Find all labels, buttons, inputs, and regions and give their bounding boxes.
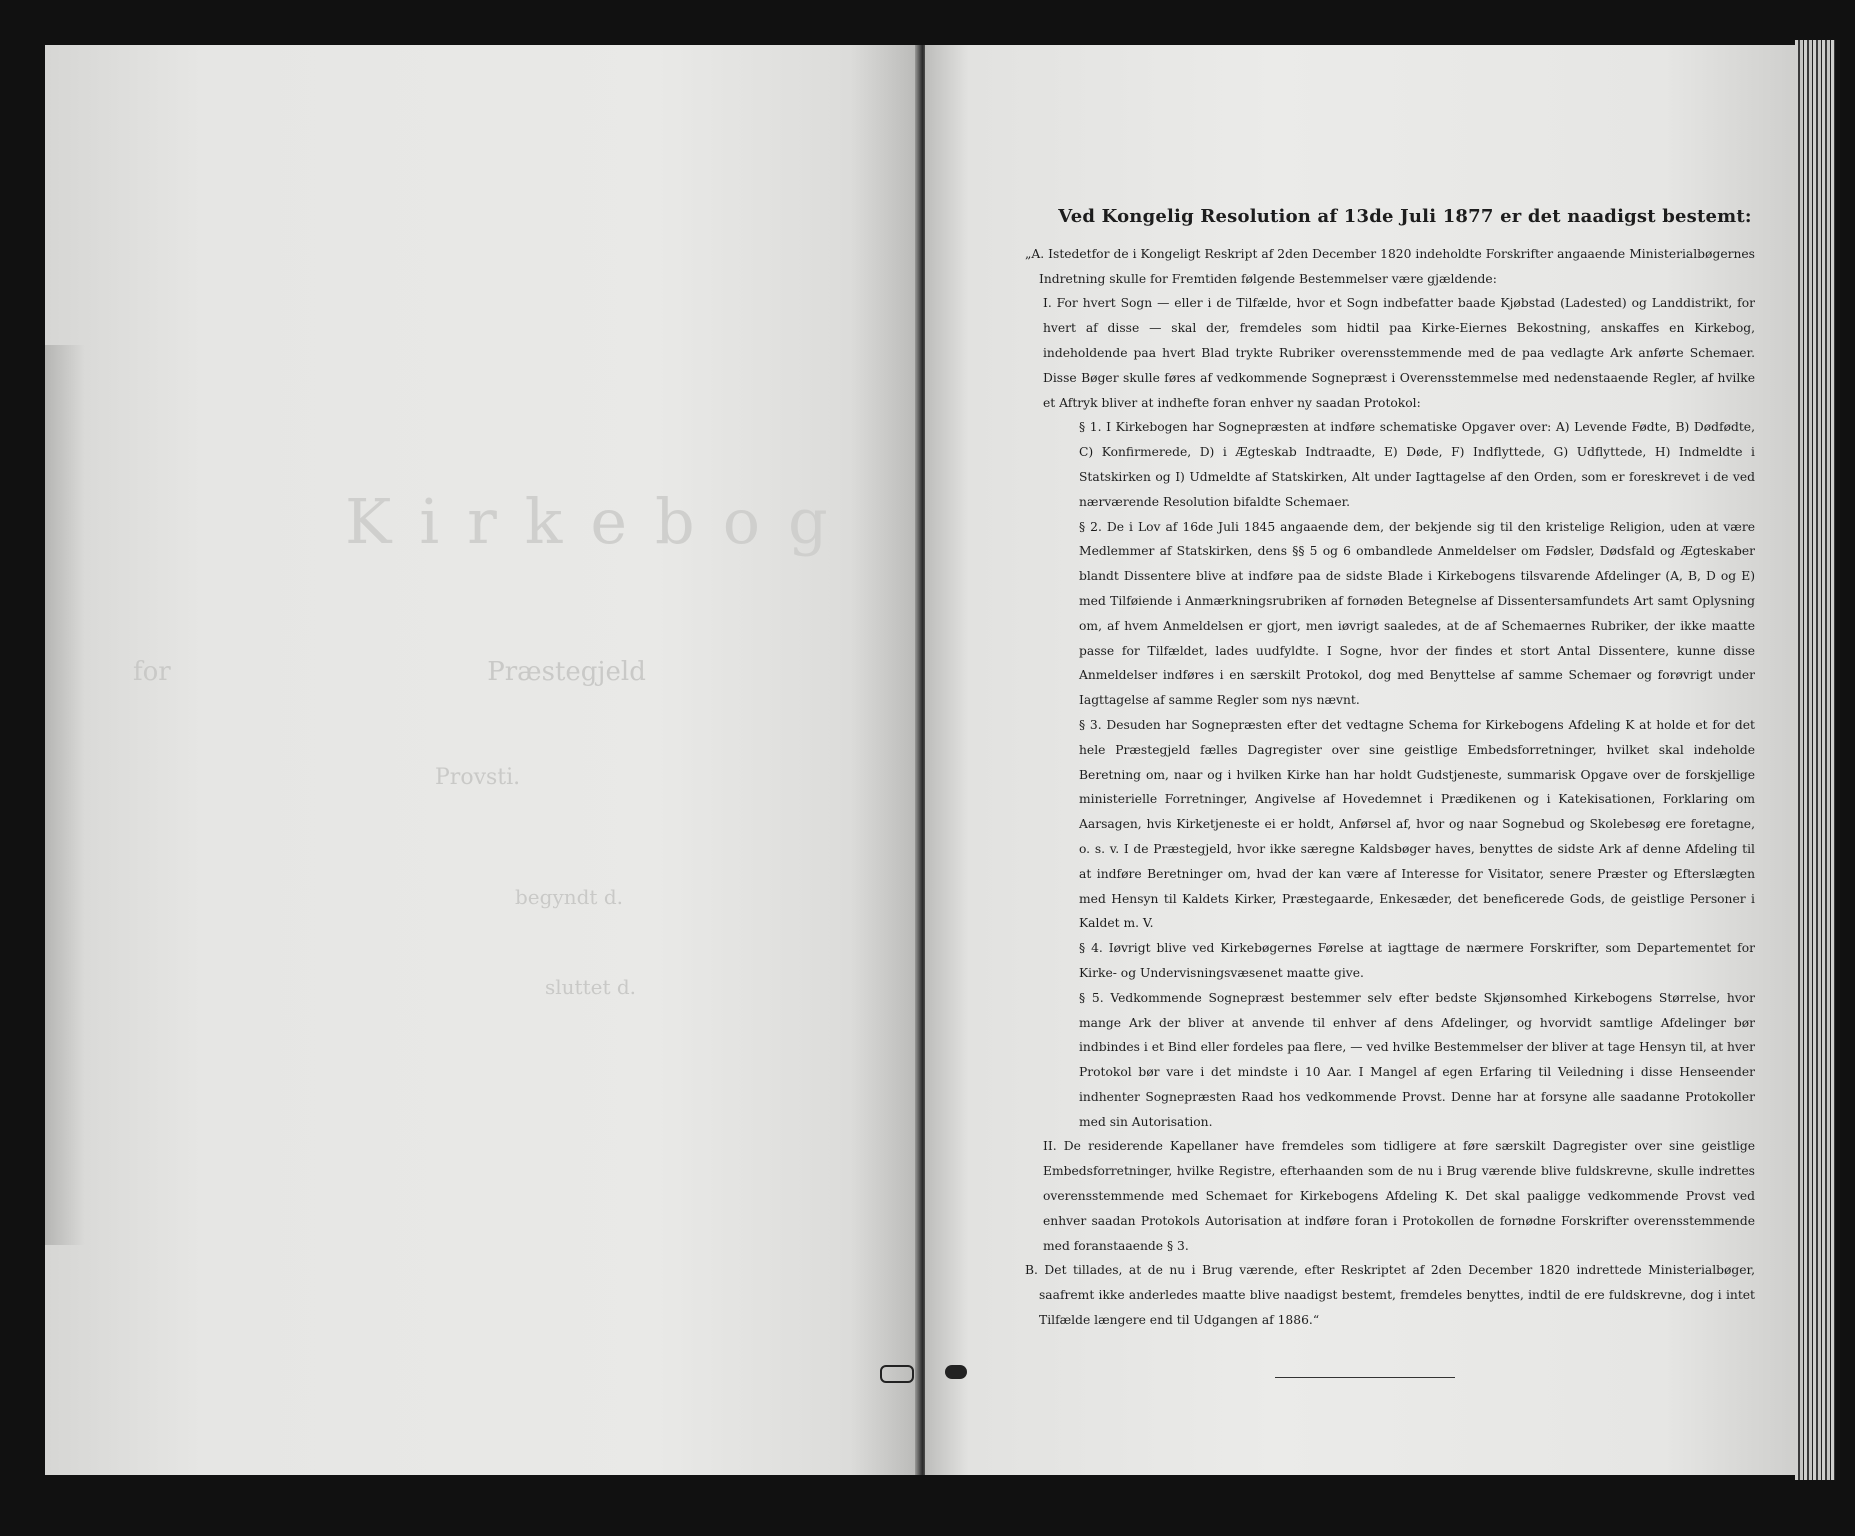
resolution-heading: Ved Kongelig Resolution af 13de Juli 1877 er det naadigst bestemt:	[1058, 206, 1752, 227]
left-page	[45, 45, 920, 1475]
faded-precinct: Præstegjeld	[487, 657, 646, 687]
paragraph-s2: § 2. De i Lov af 16de Juli 1845 angaaende dem, der bekjende sig til den kristelige Religion, uden at være Medlemmer af Statskirken, dens §§ 5 og 6 ombandlede Anmeldelser om Fødsler, Dødsfald og Ægteskaber blandt Dissentere blive at indføre paa de sidste Blade i Kirkebogens tilsvarende Afdelinger (A, B, D og E) med Tilføiende i Anmærkningsrubriken af fornøden Betegnelse af Dissentersamfundets Art samt Oplysning om, af hvem Anmeldelsen er gjort, men iøvrigt saaledes, at de af Schemaernes Rubriker, der ikke maatte passe for Tilfældet, lades uudfyldte. I Sogne, hvor der findes et stort Antal Dissentere, kunne disse Anmeldelser indføres i en særskilt Protokol, dog med Benyttelse af samme Schemaer og forøvrigt under Iagttagelse af samme Regler som nys nævnt.	[1079, 519, 1755, 708]
resolution-text	[1025, 205, 1755, 1333]
faded-for: for	[133, 657, 171, 687]
paragraph-i: I. For hvert Sogn — eller i de Tilfælde, hvor et Sogn indbefatter baade Kjøbstad (Ladested) og Landdistrikt, for hvert af disse — skal der, fremdeles som hidtil paa Kirke-Eiernes Bekostning, anskaffes en Kirkebog, indeholdende paa hvert Blad trykte Rubriker overensstemmende med de paa vedlagte Ark anførte Schemaer. Disse Bøger skulle føres af vedkommende Sognepræst i Overensstemmelse med nedenstaaende Regler, af hvilke et Aftryk bliver at indhefte foran enhver ny saadan Protokol:	[1043, 296, 1755, 410]
faded-title: Kirkebog	[345, 485, 856, 558]
right-page	[925, 45, 1795, 1475]
faded-ended: sluttet d.	[545, 975, 637, 999]
paragraph-s3: § 3. Desuden har Sognepræsten efter det vedtagne Schema for Kirkebogens Afdeling K at holde et for det hele Præstegjeld fælles Dagregister over sine geistlige Embedsforretninger, hvilket skal indeholde Beretning om, naar og i hvilken Kirke han har holdt Gudstjeneste, summarisk Opgave over de forskjellige ministerielle Forretninger, Angivelse af Hovedemnet i Prædikenen og i Katekisationen, Forklaring om Aarsagen, hvis Kirketjeneste ei er holdt, Anførsel af, hvor og naar Sognebud og Skolebesøg ere foretagne, o. s. v. I de Præstegjeld, hvor ikke særegne Kaldsbøger haves, benyttes de sidste Ark af denne Afdeling til at indføre Beretninger om, hvad der kan være af Interesse for Visitator, senere Præster og Efterslægten med Hensyn til Kaldets Kirker, Præstegaarde, Enkesæder, det beneficerede Gods, de geistlige Personer i Kaldet m. V.	[1079, 717, 1755, 931]
binding-mark	[945, 1365, 967, 1379]
paragraph-b: B. Det tillades, at de nu i Brug værende, efter Reskriptet af 2den December 1820 indrettede Ministerialbøger, saafremt ikke anderledes maatte blive naadigst bestemt, fremdeles benyttes, indtil de ere fuldskrevne, dog i intet Tilfælde længere end til Udgangen af 1886.“	[1025, 1263, 1755, 1328]
faded-provst: Provsti.	[435, 765, 521, 790]
faded-begun: begyndt d.	[515, 885, 623, 909]
page-edges	[1795, 40, 1835, 1480]
paragraph-s4: § 4. Iøvrigt blive ved Kirkebøgernes Førelse at iagttage de nærmere Forskrifter, som Departementet for Kirke- og Undervisningsvæsenet maatte give.	[1079, 941, 1755, 980]
page-stain	[45, 345, 85, 1245]
paragraph-s1: § 1. I Kirkebogen har Sognepræsten at indføre schematiske Opgaver over: A) Levende Fødte, B) Dødfødte, C) Konfirmerede, D) i Ægteskab Indtraadte, E) Døde, F) Indflyttede, G) Udflyttede, H) Indmeldte i Statskirken og I) Udmeldte af Statskirken, Alt under Iagttagelse af den Orden, som er foreskrevet i de ved nærværende Resolution bifaldte Schemaer.	[1079, 420, 1755, 509]
binding-mark	[880, 1365, 914, 1383]
paragraph-s5: § 5. Vedkommende Sognepræst bestemmer selv efter bedste Skjønsomhed Kirkebogens Størrelse, hvor mange Ark der bliver at anvende til enhver af dens Afdelinger, og hvorvidt samtlige Afdelinger bør indbindes i et Bind eller fordeles paa flere, — ved hvilke Bestemmelser der bliver at tage Hensyn til, at hver Protokol bør vare i det mindste i 10 Aar. I Mangel af egen Erfaring til Veiledning i disse Henseender indhenter Sognepræsten Raad hos vedkommende Provst. Denne har at forsyne alle saadanne Protokoller med sin Autorisation.	[1079, 990, 1755, 1129]
paragraph-a: „A. Istedetfor de i Kongeligt Reskript af 2den December 1820 indeholdte Forskrifter angaaende Ministerialbøgernes Indretning skulle for Fremtiden følgende Bestemmelser være gjældende:	[1025, 246, 1755, 286]
paragraph-ii: II. De residerende Kapellaner have fremdeles som tidligere at føre særskilt Dagregister over sine geistlige Embedsforretninger, hvilke Registre, efterhaanden som de nu i Brug værende blive fuldskrevne, skulle indrettes overensstemmende med Schemaet for Kirkebogens Afdeling K. Det skal paaligge vedkommende Provst ved enhver saadan Protokols Autorisation at indføre foran i Protokollen de fornødne Forskrifter overensstemmende med foranstaaende § 3.	[1043, 1139, 1755, 1253]
closing-rule	[1275, 1377, 1455, 1378]
faded-for-line	[133, 657, 646, 687]
